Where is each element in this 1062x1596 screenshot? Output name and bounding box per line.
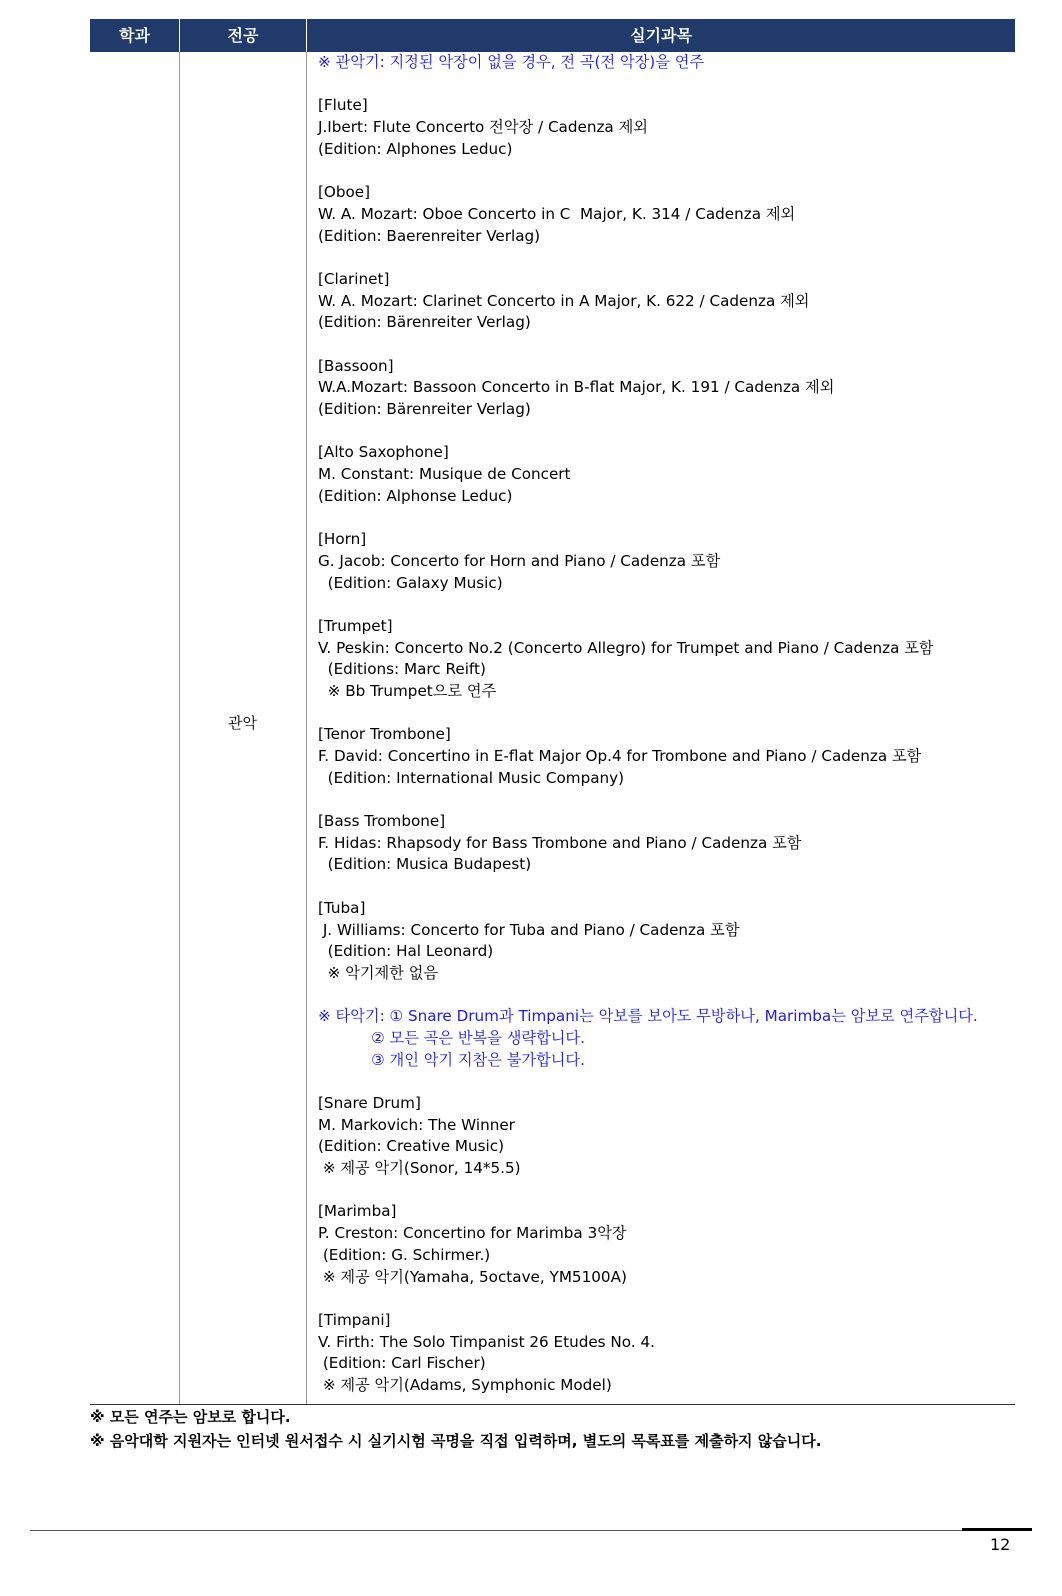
page-number: 12 <box>990 1535 1011 1554</box>
clarinet-piece: W. A. Mozart: Clarinet Concerto in A Major, K. 622 / Cadenza 제외 <box>318 291 810 310</box>
table-body <box>90 52 1015 1404</box>
trumpet-edition: (Editions: Marc Reift) <box>318 660 486 679</box>
bassoon-edition: (Edition: Bärenreiter Verlag) <box>318 400 531 418</box>
trumpet-piece: V. Peskin: Concerto No.2 (Concerto Allegro) for Trumpet and Piano / Cadenza 포함 <box>318 638 934 657</box>
bassoon-piece: W.A.Mozart: Bassoon Concerto in B-flat Major, K. 191 / Cadenza 제외 <box>318 378 835 397</box>
marimba-note: ※ 제공 악기(Yamaha, 5octave, YM5100A) <box>318 1267 627 1286</box>
percussion-note-3: ③ 개인 악기 지참은 불가합니다. <box>318 1050 585 1069</box>
marimba-piece: P. Creston: Concertino for Marimba 3악장 <box>318 1224 627 1243</box>
flute-title: [Flute] <box>318 96 368 115</box>
snare-edition: (Edition: Creative Music) <box>318 1137 505 1156</box>
alto-sax-edition: (Edition: Alphonse Leduc) <box>318 486 513 505</box>
oboe-edition: (Edition: Baerenreiter Verlag) <box>318 226 541 245</box>
wind-note: ※ 관악기: 지정된 악장이 없을 경우, 전 곡(전 악장)을 연주 <box>318 53 705 71</box>
timpani-piece: V. Firth: The Solo Timpanist 26 Etudes No. 4. <box>318 1332 655 1351</box>
clarinet-edition: (Edition: Bärenreiter Verlag) <box>318 313 531 332</box>
timpani-note: ※ 제공 악기(Adams, Symphonic Model) <box>318 1375 612 1394</box>
flute-piece: J.Ibert: Flute Concerto 전악장 / Cadenza 제외 <box>318 118 648 137</box>
bass-trombone-edition: (Edition: Musica Budapest) <box>318 855 532 874</box>
tenor-trombone-title: [Tenor Trombone] <box>318 725 451 744</box>
tuba-note: ※ 악기제한 없음 <box>318 963 439 982</box>
footer-accent <box>962 1528 1032 1531</box>
percussion-note-2: ② 모든 곡은 반복을 생략합니다. <box>318 1028 585 1047</box>
oboe-title: [Oboe] <box>318 183 371 202</box>
major-cell: 관악 <box>228 714 257 732</box>
horn-piece: G. Jacob: Concerto for Horn and Piano / Cadenza 포함 <box>318 551 721 570</box>
timpani-title: [Timpani] <box>318 1310 391 1329</box>
header-practical-subject: 실기과목 <box>630 26 692 45</box>
snare-title: [Snare Drum] <box>318 1094 421 1112</box>
header-major: 전공 <box>227 26 259 45</box>
clarinet-title: [Clarinet] <box>318 269 390 288</box>
memorization-note: ※ 모든 연주는 암보로 합니다. <box>90 1408 291 1426</box>
table-header <box>90 19 1015 52</box>
marimba-edition: (Edition: G. Schirmer.) <box>318 1245 491 1264</box>
footer-rule <box>30 1530 1032 1531</box>
snare-piece: M. Markovich: The Winner <box>318 1115 515 1134</box>
column-divider <box>306 52 307 1404</box>
trumpet-title: [Trumpet] <box>318 616 393 635</box>
marimba-title: [Marimba] <box>318 1202 397 1221</box>
table-bottom-rule <box>90 1404 1015 1405</box>
flute-edition: (Edition: Alphones Leduc) <box>318 139 513 158</box>
horn-title: [Horn] <box>318 530 367 549</box>
bass-trombone-piece: F. Hidas: Rhapsody for Bass Trombone and Piano / Cadenza 포함 <box>318 833 802 852</box>
tuba-edition: (Edition: Hal Leonard) <box>318 942 494 961</box>
tenor-trombone-piece: F. David: Concertino in E-flat Major Op.4 for Trombone and Piano / Cadenza 포함 <box>318 747 922 765</box>
tuba-piece: J. Williams: Concerto for Tuba and Piano / Cadenza 포함 <box>318 920 740 939</box>
timpani-edition: (Edition: Carl Fischer) <box>318 1354 486 1373</box>
oboe-piece: W. A. Mozart: Oboe Concerto in C Major, K. 314 / Cadenza 제외 <box>318 204 796 223</box>
header-department: 학과 <box>119 26 150 45</box>
application-note: ※ 음악대학 지원자는 인터넷 원서접수 시 실기시험 곡명을 직접 입력하며, 별도의 목록표를 제출하지 않습니다. <box>90 1432 822 1450</box>
trumpet-note: ※ Bb Trumpet으로 연주 <box>318 681 497 700</box>
tenor-trombone-edition: (Edition: International Music Company) <box>318 768 625 787</box>
alto-sax-title: [Alto Saxophone] <box>318 443 449 462</box>
tuba-title: [Tuba] <box>318 898 366 917</box>
snare-note: ※ 제공 악기(Sonor, 14*5.5) <box>318 1159 521 1178</box>
bass-trombone-title: [Bass Trombone] <box>318 812 446 831</box>
alto-sax-piece: M. Constant: Musique de Concert <box>318 465 571 484</box>
bassoon-title: [Bassoon] <box>318 356 394 375</box>
horn-edition: (Edition: Galaxy Music) <box>318 573 503 592</box>
subject-cell <box>318 52 1018 1397</box>
percussion-note-1: ※ 타악기: ① Snare Drum과 Timpani는 악보를 보아도 무방하나, Marimba는 암보로 연주합니다. <box>318 1007 978 1026</box>
